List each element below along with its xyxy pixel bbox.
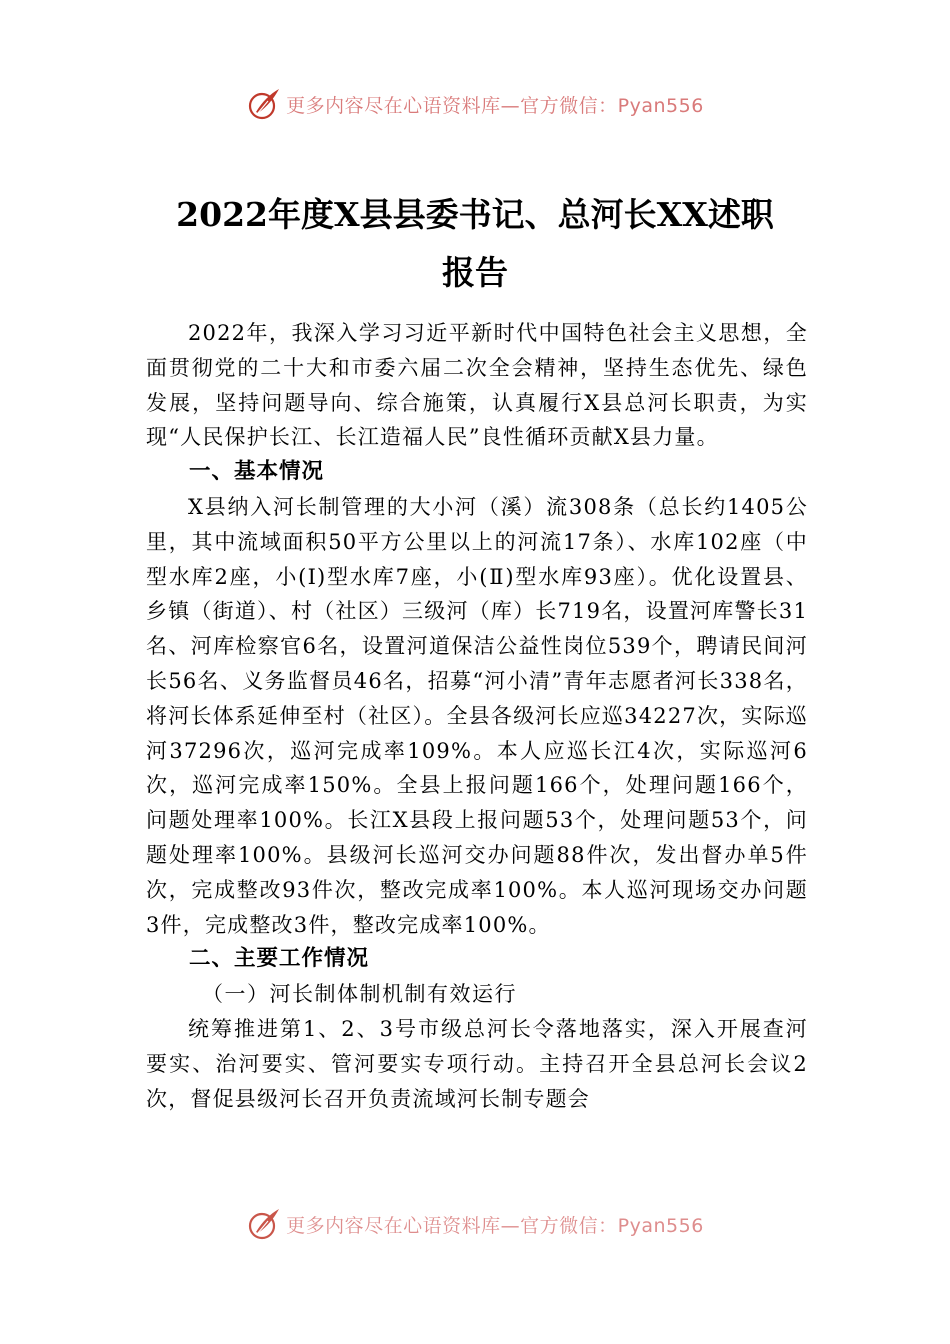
watermark-text: 更多内容尽在心语资料库—官方微信：Pyan556 [286,1214,704,1237]
section-1-paragraph: X县纳入河长制管理的大小河（溪）流308条（总长约1405公里，其中流域面积50平方公里以上的河流17条）、水库102座（中型水库2座，小(I)型水库7座，小(Ⅱ)型水库93座）。优化设置县、乡镇（街道）、村（社区）三级河（库）长719名，设置河库警长31名、河库检察官6名，设置河道保洁公益性岗位539个，聘请民间河长56名、义务监督员46名，招募“河小清”青年志愿者河长338名，将河长体系延伸至村（社区）。全县各级河长应巡34227次，实际巡河37296次，巡河完成率109%。本人应巡长江4次，实际巡河6次，巡河完成率150%。全县上报问题166个，处理问题166个，问题处理率100%。长江X县段上报问题53个，处理问题53个，问题处理率100%。县级河长巡河交办问题88件次，发出督办单5件次，完成整改93件次，整改完成率100%。本人巡河现场交办问题3件，完成整改3件，整改完成率100%。 [146,494,808,937]
document-title [120,186,830,302]
watermark-header [0,84,950,124]
title-line-1: 2022年度X县县委书记、总河长XX述职 [176,195,774,234]
document-body [146,316,808,1116]
subsection-1-paragraph: 统筹推进第1、2、3号市级总河长令落地落实，深入开展查河要实、治河要实、管河要实专项行动。主持召开全县总河长会议2次，督促县级河长召开负责流域河长制专题会 [146,1016,808,1111]
feather-pen-logo-icon [246,86,282,122]
intro-paragraph: 2022年，我深入学习习近平新时代中国特色社会主义思想，全面贯彻党的二十大和市委六届二次全会精神，坚持生态优先、绿色发展，坚持问题导向、综合施策，认真履行X县总河长职责，为实现“人民保护长江、长江造福人民”良性循环贡献X县力量。 [146,321,808,450]
section-1-heading: 一、基本情况 [189,459,325,485]
subsection-1-heading: （一）河长制体制机制有效运行 [202,982,517,1007]
section-2-heading: 二、主要工作情况 [189,946,370,972]
title-line-2: 报告 [442,253,508,292]
watermark-text: 更多内容尽在心语资料库—官方微信：Pyan556 [286,94,704,117]
feather-pen-logo-icon [246,1206,282,1242]
watermark-footer [0,1204,950,1244]
